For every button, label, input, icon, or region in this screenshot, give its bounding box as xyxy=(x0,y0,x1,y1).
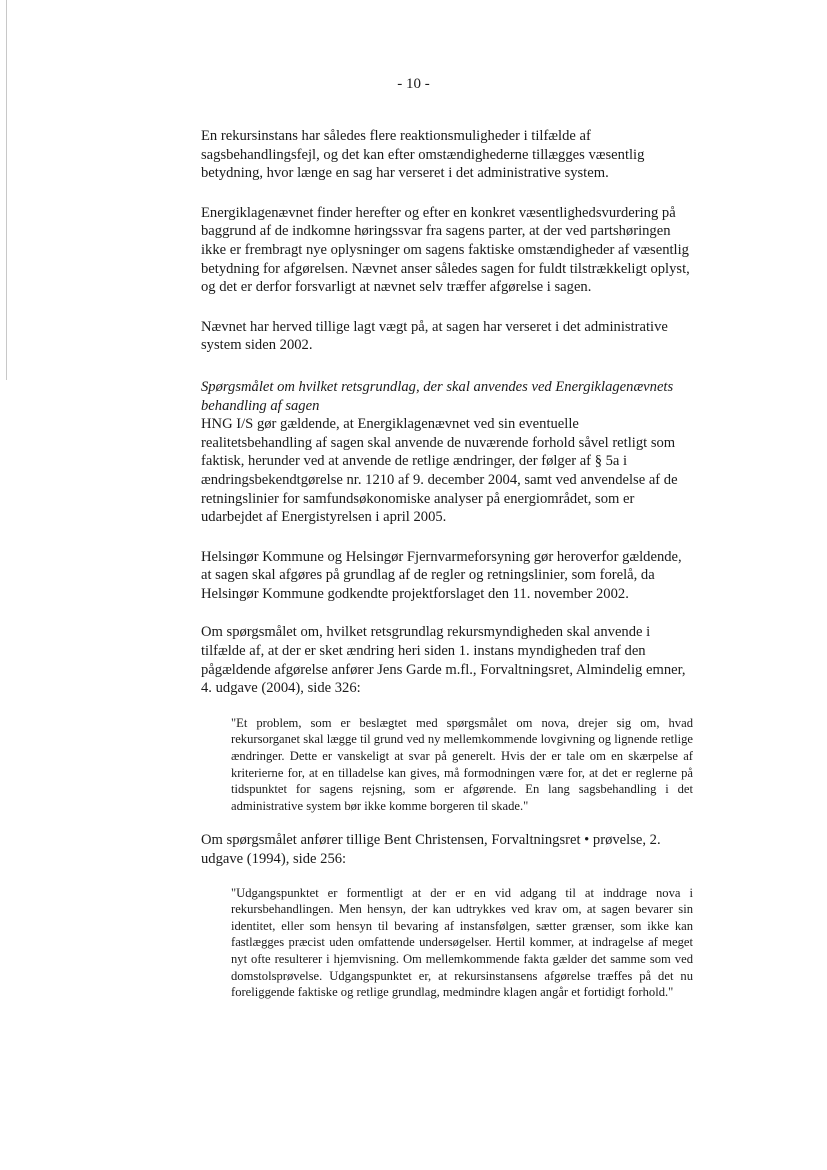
quote-garde: "Et problem, som er beslægtet med spørgsmålet om nova, drejer sig om, hvad rekursorganet skal lægge til grund ved ny mellemkommende lovgivning og lignende retlige ændringer. Dette er vanskeligt at svar på generelt. Hvis der er tale om en skærpelse af kriterierne for, at en tilladelse kan gives, må formodningen være for, at det er reglerne på tidspunktet for sagens rejsning, som er afgørende. En lang sagsbehandling i det administrative system bør ikke komme borgeren til skade." xyxy=(231,715,693,813)
paragraph-garde-intro: Om spørgsmålet om, hvilket retsgrundlag rekursmyndigheden skal anvende i tilfælde af, at der er sket ændring heri siden 1. instans myndigheden traf den pågældende afgørelse anfører Jens Garde m.fl., Forvaltningsret, Almindelig emner, 4. udgave (2004), side 326: xyxy=(201,624,686,697)
page-number: - 10 - xyxy=(397,76,430,92)
paragraph-hng-claim: HNG I/S gør gældende, at Energiklagenævnet ved sin eventuelle realitetsbehandling af sagen skal anvende de nuværende forhold såvel retligt som faktisk, herunder ved at anvende de retlige ændringer, der følger af § 5a i ændringsbekendtgørelse nr. 1210 af 9. december 2004, samt ved anvendelse af de retningslinier for samfundsøkonomiske analyser på energiområdet, som er udarbejdet af Energistyrelsen i april 2005. xyxy=(201,416,678,526)
section-heading: Spørgsmålet om hvilket retsgrundlag, der skal anvendes ved Energiklagenævnets behandling af sagen xyxy=(201,378,674,414)
quote-christensen: "Udgangspunktet er formentligt at der er en vid adgang til at inddrage nova i rekursbehandlingen. Men hensyn, der kan udtrykkes ved krav om, at sagen bevarer sin identitet, eller som hensyn til bevaring af instansfølgen, sætter grænser, som ikke kan fastlægges præcist uden omfattende undersøgelser. Hertil kommer, at indragelse af meget nyt ofte resulterer i hjemvisning. Om mellemkommende fakta gælder det samme som ved domstolsprøvelse. Udgangspunktet er, at rekursinstansens afgørelse træffes på det nu foreliggende faktiske og retlige grundlag, medmindre klagen angår et fortidigt forhold." xyxy=(231,885,693,1000)
paragraph-christensen-intro: Om spørgsmålet anfører tillige Bent Christensen, Forvaltningsret • prøvelse, 2. udgave (1994), side 256: xyxy=(201,832,661,867)
document-body xyxy=(201,127,691,1001)
paragraph-municipality-claim: Helsingør Kommune og Helsingør Fjernvarmeforsyning gør heroverfor gældende, at sagen skal afgøres på grundlag af de regler og retningslinier, som forelå, da Helsingør Kommune godkendte projektforslaget den 11. november 2002. xyxy=(201,548,682,602)
paragraph-duration: Nævnet har herved tillige lagt vægt på, at sagen har verseret i det administrative system siden 2002. xyxy=(201,318,668,354)
scan-edge-line xyxy=(6,0,7,380)
paragraph-reaction-options: En rekursinstans har således flere reaktionsmuligheder i tilfælde af sagsbehandlingsfejl, og det kan efter omstændighederne tillægges væsentlig betydning, hvor længe en sag har verseret i det administrative system. xyxy=(201,128,645,182)
paragraph-assessment: Energiklagenævnet finder herefter og efter en konkret væsentlighedsvurdering på baggrund af de indkomne høringssvar fra sagens parter, at der ved partshøringen ikke er frembragt nye oplysninger om sagens faktiske omstændigheder af væsentlig betydning for afgørelsen. Nævnet anser således sagen for fuldt tilstrækkeligt oplyst, og det er derfor forsvarligt at nævnet selv træffer afgørelse i sagen. xyxy=(201,204,690,296)
